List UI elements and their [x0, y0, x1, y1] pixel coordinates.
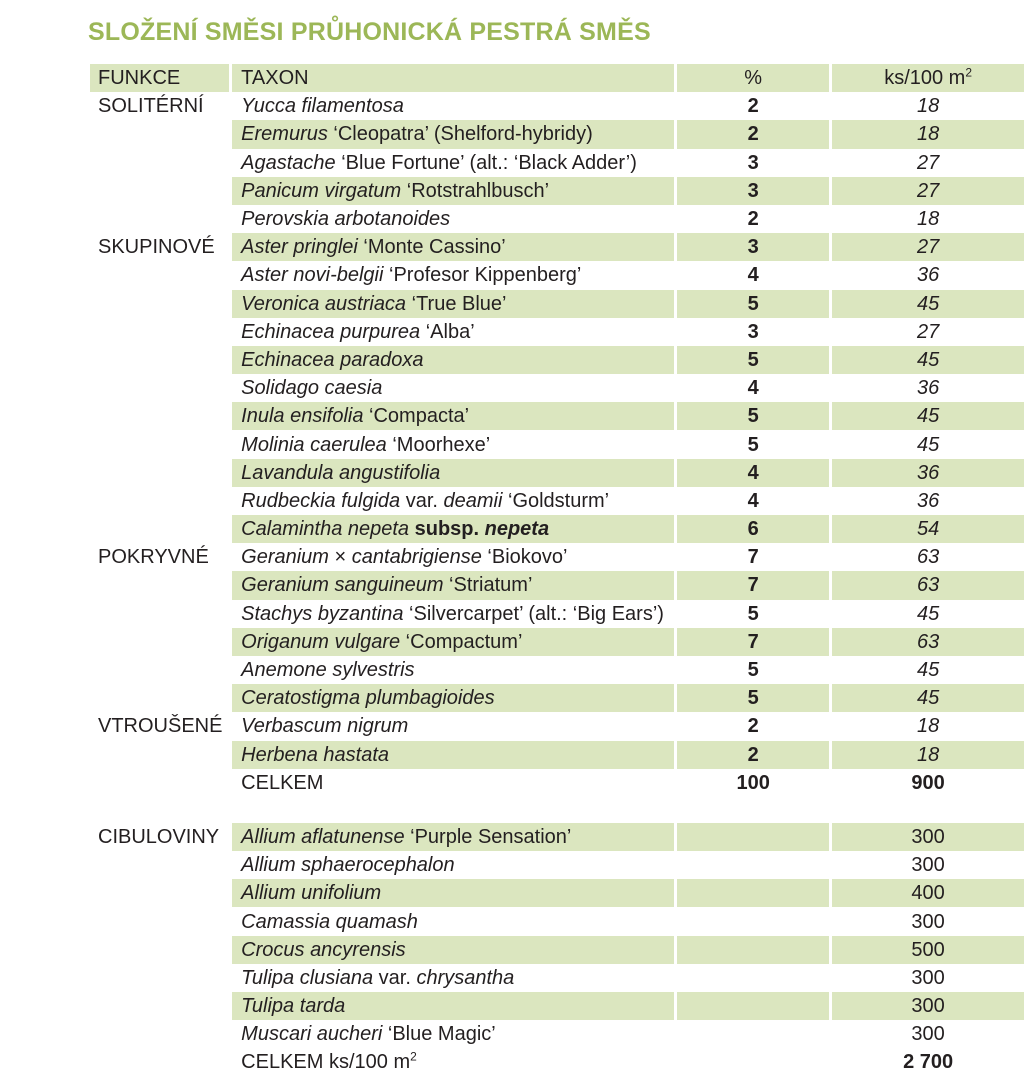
- percent-cell: [674, 907, 829, 935]
- ks-cell: 63: [829, 628, 1024, 656]
- percent-cell: [674, 879, 829, 907]
- bulb-row: [90, 851, 1024, 879]
- header-percent: %: [674, 64, 829, 92]
- percent-cell: 3: [674, 318, 829, 346]
- percent-cell: 5: [674, 430, 829, 458]
- taxon-cell: [229, 543, 674, 571]
- bulb-row: [90, 1020, 1024, 1048]
- funkce-cell: [90, 992, 229, 1020]
- taxon-cell: [229, 992, 674, 1020]
- ks-cell: 45: [829, 430, 1024, 458]
- taxon-part: cantabrigiense: [351, 546, 482, 569]
- taxon-part: Calamintha nepeta: [241, 518, 410, 541]
- ks-cell: 18: [829, 712, 1024, 740]
- bulb-total-label-sup: 2: [410, 1049, 417, 1064]
- taxon-cell: [229, 120, 674, 148]
- ks-cell: 36: [829, 374, 1024, 402]
- funkce-cell: CIBULOVINY: [98, 825, 220, 848]
- mix-composition-table: [90, 64, 1024, 1077]
- taxon-cell: [229, 374, 674, 402]
- taxon-cell: [229, 318, 674, 346]
- funkce-cell: [90, 261, 229, 289]
- taxon-part: Geranium: [241, 546, 329, 569]
- funkce-cell: [90, 430, 229, 458]
- taxon-part: ‘Silvercarpet’ (alt.: ‘Big Ears’): [403, 602, 664, 625]
- taxon-cell: [229, 907, 674, 935]
- ks-cell: 63: [829, 571, 1024, 599]
- spacer-cell: [829, 797, 1024, 823]
- funkce-cell: [90, 684, 229, 712]
- table-row: [90, 205, 1024, 233]
- percent-cell: [674, 936, 829, 964]
- percent-cell: 3: [674, 177, 829, 205]
- percent-cell: 2: [674, 120, 829, 148]
- taxon-part: Solidago caesia: [241, 377, 383, 400]
- ks-cell: 300: [829, 851, 1024, 879]
- ks-cell: 300: [829, 964, 1024, 992]
- funkce-cell: [90, 177, 229, 205]
- taxon-part: Muscari aucheri: [241, 1023, 383, 1046]
- ks-cell: 45: [829, 346, 1024, 374]
- table-row: [90, 656, 1024, 684]
- taxon-cell: [229, 233, 674, 261]
- taxon-part: Yucca filamentosa: [241, 95, 404, 118]
- taxon-part: Echinacea paradoxa: [241, 348, 424, 371]
- bulb-row: [90, 936, 1024, 964]
- taxon-part: Eremurus: [241, 123, 328, 146]
- taxon-cell: [229, 684, 674, 712]
- taxon-part: ‘Blue Magic’: [382, 1023, 496, 1046]
- taxon-part: Ceratostigma plumbagioides: [241, 687, 495, 710]
- taxon-part: subsp.: [409, 518, 485, 541]
- table-row: [90, 290, 1024, 318]
- percent-cell: 4: [674, 261, 829, 289]
- taxon-part: Allium sphaerocephalon: [241, 854, 455, 877]
- percent-cell: 2: [674, 92, 829, 120]
- ks-cell: 54: [829, 515, 1024, 543]
- percent-cell: [674, 1048, 829, 1076]
- percent-cell: 2: [674, 741, 829, 769]
- table-row: [90, 374, 1024, 402]
- percent-cell: [674, 851, 829, 879]
- table-row: [90, 346, 1024, 374]
- bulb-row: [90, 992, 1024, 1020]
- funkce-cell: [90, 656, 229, 684]
- percent-cell: 4: [674, 459, 829, 487]
- table-row: [90, 600, 1024, 628]
- funkce-cell: VTROUŠENÉ: [98, 715, 223, 738]
- taxon-part: Veronica austriaca: [241, 292, 407, 315]
- percent-cell: 6: [674, 515, 829, 543]
- ks-cell: 63: [829, 543, 1024, 571]
- taxon-cell: [229, 430, 674, 458]
- table-row: [90, 459, 1024, 487]
- taxon-part: ‘Compacta’: [363, 405, 470, 428]
- taxon-part: Camassia quamash: [241, 910, 418, 933]
- taxon-part: Geranium sanguineum: [241, 574, 444, 597]
- taxon-cell: [229, 628, 674, 656]
- page-title: SLOŽENÍ SMĚSI PRŮHONICKÁ PESTRÁ SMĚS: [88, 18, 651, 46]
- percent-cell: 5: [674, 290, 829, 318]
- taxon-part: Aster novi-belgii: [241, 264, 384, 287]
- taxon-part: deamii: [443, 489, 503, 512]
- header-ks: [829, 64, 1024, 92]
- taxon-part: Verbascum nigrum: [241, 715, 409, 738]
- funkce-cell: [90, 346, 229, 374]
- ks-cell: 27: [829, 149, 1024, 177]
- taxon-cell: [229, 571, 674, 599]
- taxon-cell: [229, 346, 674, 374]
- taxon-part: Inula ensifolia: [241, 405, 364, 428]
- ks-cell: 27: [829, 177, 1024, 205]
- taxon-part: Tulipa tarda: [241, 995, 346, 1018]
- table-row: [90, 92, 1024, 120]
- ks-cell: 400: [829, 879, 1024, 907]
- funkce-cell: [90, 402, 229, 430]
- funkce-cell: [90, 964, 229, 992]
- ks-cell: 36: [829, 487, 1024, 515]
- total-percent: 100: [674, 769, 829, 797]
- funkce-cell: [90, 515, 229, 543]
- percent-cell: 7: [674, 628, 829, 656]
- header-taxon: TAXON: [229, 64, 674, 92]
- taxon-part: ‘Moorhexe’: [386, 433, 491, 456]
- bulb-total-row: [90, 1048, 1024, 1076]
- percent-cell: [674, 964, 829, 992]
- table-row: [90, 402, 1024, 430]
- taxon-part: ‘Alba’: [420, 320, 475, 343]
- taxon-cell: [229, 205, 674, 233]
- taxon-cell: [229, 851, 674, 879]
- spacer-cell: [674, 797, 829, 823]
- funkce-cell: SKUPINOVÉ: [98, 236, 215, 259]
- percent-cell: [674, 1020, 829, 1048]
- funkce-cell: SOLITÉRNÍ: [98, 95, 204, 118]
- ks-cell: 18: [829, 205, 1024, 233]
- taxon-part: ‘Profesor Kippenberg’: [383, 264, 582, 287]
- taxon-part: Perovskia arbotanoides: [241, 208, 451, 231]
- taxon-part: Molinia caerulea: [241, 433, 387, 456]
- taxon-part: Agastache: [241, 151, 336, 174]
- ks-cell: 18: [829, 120, 1024, 148]
- funkce-cell: [90, 879, 229, 907]
- taxon-part: Anemone sylvestris: [241, 659, 415, 682]
- ks-cell: 18: [829, 741, 1024, 769]
- table-row: [90, 261, 1024, 289]
- funkce-cell: POKRYVNÉ: [98, 546, 209, 569]
- taxon-cell: [229, 712, 674, 740]
- ks-cell: 18: [829, 92, 1024, 120]
- header-ks-sup: 2: [965, 65, 973, 80]
- taxon-part: ‘True Blue’: [406, 292, 507, 315]
- taxon-cell: [229, 92, 674, 120]
- taxon-part: Echinacea purpurea: [241, 320, 421, 343]
- ks-cell: 45: [829, 402, 1024, 430]
- bulb-row: [90, 964, 1024, 992]
- bulb-total-label-base: CELKEM ks/100 m: [241, 1051, 411, 1074]
- taxon-cell: [229, 656, 674, 684]
- taxon-part: Stachys byzantina: [241, 602, 404, 625]
- taxon-part: var.: [400, 489, 444, 512]
- total-row: [90, 769, 1024, 797]
- table-row: [90, 741, 1024, 769]
- taxon-cell: [229, 487, 674, 515]
- percent-cell: 5: [674, 684, 829, 712]
- table-row: [90, 120, 1024, 148]
- bulb-row: [90, 907, 1024, 935]
- taxon-part: Aster pringlei: [241, 236, 358, 259]
- header-funkce: FUNKCE: [90, 64, 229, 92]
- taxon-part: Allium unifolium: [241, 882, 382, 905]
- spacer-row: [90, 797, 1024, 823]
- bulb-total-label: [229, 1048, 674, 1076]
- taxon-part: Rudbeckia fulgida: [241, 489, 401, 512]
- taxon-part: Crocus ancyrensis: [241, 938, 406, 961]
- funkce-cell: [90, 318, 229, 346]
- table-body: [90, 64, 1024, 1077]
- percent-cell: 5: [674, 656, 829, 684]
- taxon-part: nepeta: [484, 518, 550, 541]
- taxon-cell: [229, 879, 674, 907]
- percent-cell: 7: [674, 543, 829, 571]
- taxon-part: ×: [328, 546, 352, 569]
- funkce-cell: [90, 487, 229, 515]
- taxon-part: Panicum virgatum: [241, 179, 402, 202]
- table-row: [90, 149, 1024, 177]
- funkce-cell: [90, 149, 229, 177]
- percent-cell: 2: [674, 712, 829, 740]
- ks-cell: 45: [829, 290, 1024, 318]
- funkce-cell: [90, 628, 229, 656]
- ks-cell: 300: [829, 992, 1024, 1020]
- taxon-cell: [229, 823, 674, 851]
- ks-cell: 36: [829, 261, 1024, 289]
- funkce-cell: [90, 290, 229, 318]
- funkce-cell: [90, 1048, 229, 1076]
- ks-cell: 36: [829, 459, 1024, 487]
- taxon-cell: [229, 515, 674, 543]
- taxon-part: var.: [373, 966, 417, 989]
- taxon-cell: [229, 936, 674, 964]
- ks-cell: 45: [829, 600, 1024, 628]
- funkce-cell: [90, 205, 229, 233]
- funkce-cell: [90, 120, 229, 148]
- ks-cell: 45: [829, 656, 1024, 684]
- ks-cell: 300: [829, 1020, 1024, 1048]
- percent-cell: 5: [674, 346, 829, 374]
- taxon-cell: [229, 402, 674, 430]
- percent-cell: [674, 823, 829, 851]
- taxon-cell: [229, 290, 674, 318]
- ks-cell: 27: [829, 233, 1024, 261]
- table-row: [90, 712, 1024, 740]
- taxon-part: ‘Striatum’: [443, 574, 533, 597]
- taxon-part: Origanum vulgare: [241, 630, 401, 653]
- table-row: [90, 543, 1024, 571]
- funkce-cell: [90, 1020, 229, 1048]
- percent-cell: 5: [674, 600, 829, 628]
- taxon-part: chrysantha: [416, 966, 515, 989]
- percent-cell: [674, 992, 829, 1020]
- table-row: [90, 628, 1024, 656]
- table-row: [90, 233, 1024, 261]
- funkce-cell: [90, 936, 229, 964]
- taxon-part: ‘Rotstrahlbusch’: [401, 179, 550, 202]
- taxon-cell: [229, 149, 674, 177]
- taxon-part: Lavandula angustifolia: [241, 461, 441, 484]
- funkce-cell: [90, 907, 229, 935]
- taxon-cell: [229, 964, 674, 992]
- bulb-row: [90, 823, 1024, 851]
- funkce-cell: [90, 769, 229, 797]
- ks-cell: 45: [829, 684, 1024, 712]
- header-ks-base: ks/100 m: [884, 67, 966, 90]
- table-row: [90, 430, 1024, 458]
- table-row: [90, 487, 1024, 515]
- taxon-cell: [229, 600, 674, 628]
- taxon-part: ‘Purple Sensation’: [404, 825, 572, 848]
- taxon-part: ‘Cleopatra’ (Shelford-hybridy): [327, 123, 593, 146]
- funkce-cell: [90, 459, 229, 487]
- ks-cell: 300: [829, 907, 1024, 935]
- percent-cell: 4: [674, 487, 829, 515]
- taxon-cell: [229, 261, 674, 289]
- taxon-part: ‘Compactum’: [400, 630, 523, 653]
- table-row: [90, 177, 1024, 205]
- bulb-row: [90, 879, 1024, 907]
- table-row: [90, 318, 1024, 346]
- ks-cell: 500: [829, 936, 1024, 964]
- percent-cell: 4: [674, 374, 829, 402]
- table-row: [90, 515, 1024, 543]
- taxon-part: Herbena hastata: [241, 743, 390, 766]
- funkce-cell: [90, 571, 229, 599]
- taxon-cell: [229, 177, 674, 205]
- taxon-part: ‘Blue Fortune’ (alt.: ‘Black Adder’): [335, 151, 637, 174]
- table-row: [90, 571, 1024, 599]
- taxon-part: ‘Biokovo’: [481, 546, 568, 569]
- taxon-part: Allium aflatunense: [241, 825, 405, 848]
- funkce-cell: [90, 741, 229, 769]
- ks-cell: 300: [829, 823, 1024, 851]
- taxon-part: Tulipa clusiana: [241, 966, 374, 989]
- spacer-cell: [90, 797, 229, 823]
- spacer-cell: [229, 797, 674, 823]
- funkce-cell: [90, 600, 229, 628]
- funkce-cell: [90, 374, 229, 402]
- ks-cell: 27: [829, 318, 1024, 346]
- percent-cell: 3: [674, 233, 829, 261]
- funkce-cell: [90, 851, 229, 879]
- percent-cell: 7: [674, 571, 829, 599]
- table-row: [90, 684, 1024, 712]
- percent-cell: 3: [674, 149, 829, 177]
- taxon-part: ‘Goldsturm’: [502, 489, 610, 512]
- total-ks: 900: [829, 769, 1024, 797]
- bulb-total-ks: 2 700: [829, 1048, 1024, 1076]
- taxon-cell: [229, 459, 674, 487]
- taxon-cell: [229, 1020, 674, 1048]
- percent-cell: 2: [674, 205, 829, 233]
- taxon-cell: [229, 741, 674, 769]
- table-header-row: [90, 64, 1024, 92]
- taxon-part: ‘Monte Cassino’: [357, 236, 506, 259]
- percent-cell: 5: [674, 402, 829, 430]
- total-label: CELKEM: [229, 769, 674, 797]
